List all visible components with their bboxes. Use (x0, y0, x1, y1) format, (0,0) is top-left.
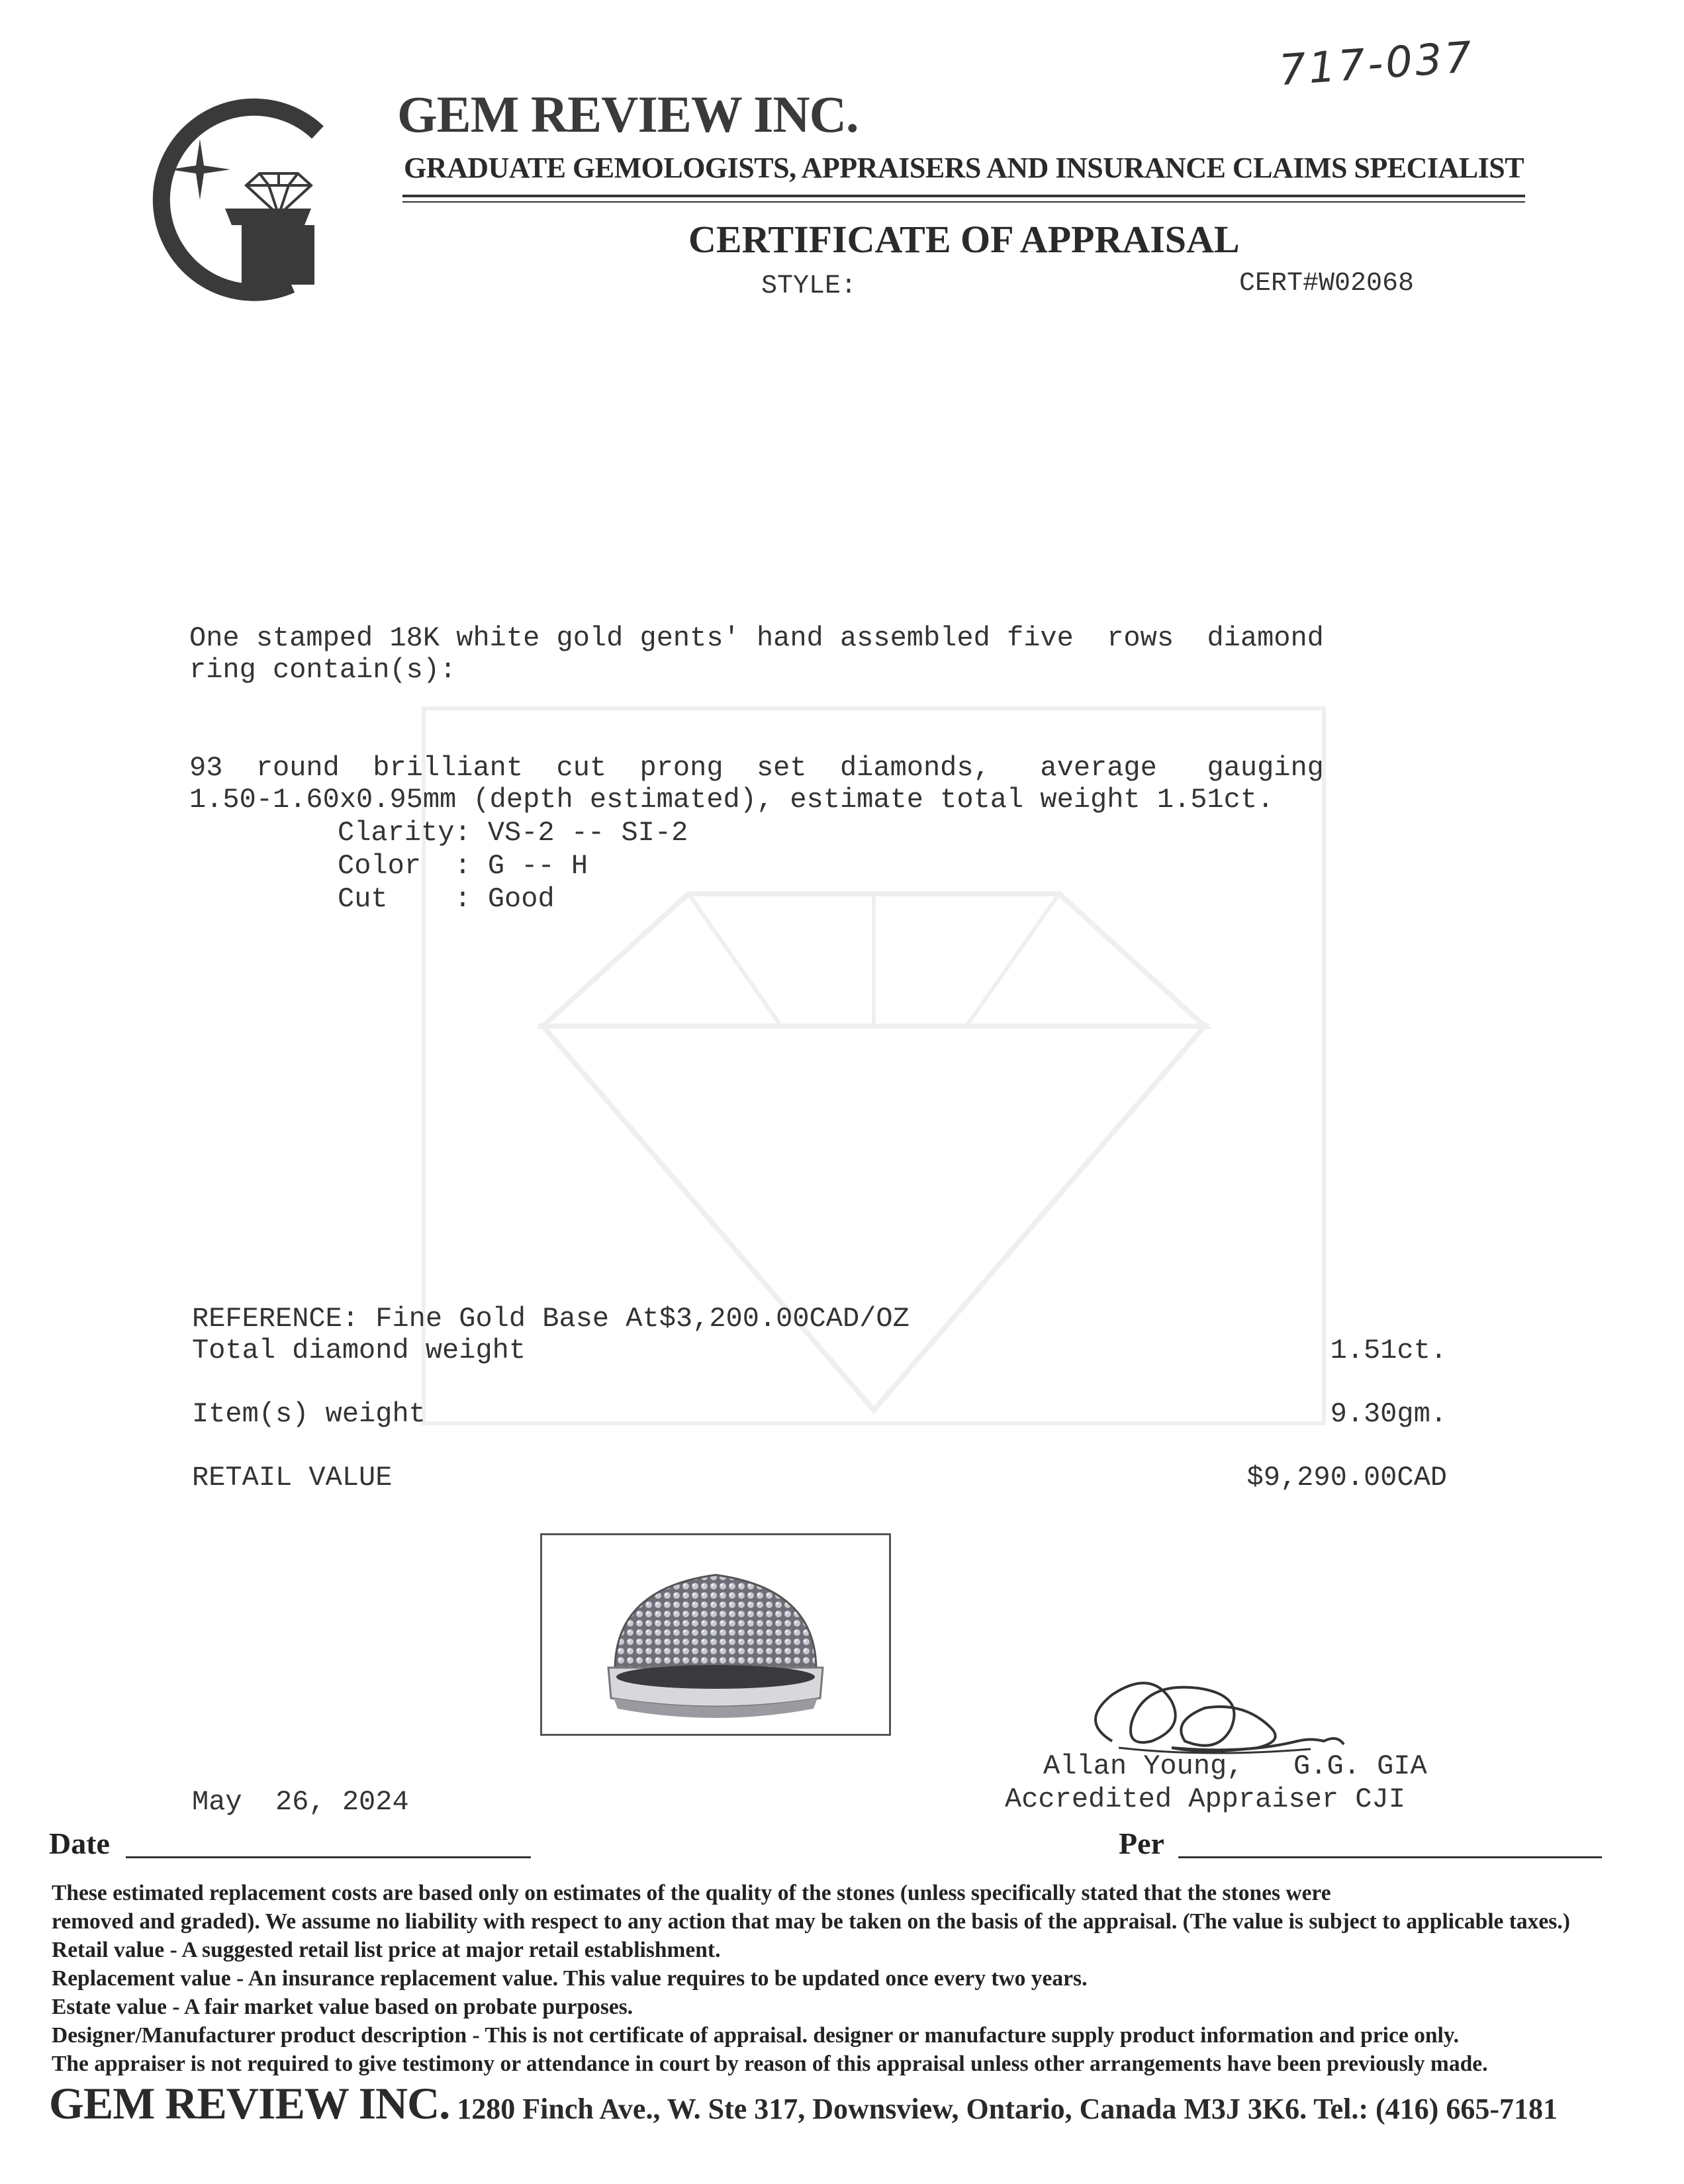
stone-description-line2: 1.50-1.60x0.95mm (depth estimated), estimate total weight 1.51ct. (189, 784, 1274, 816)
item-description-line2: ring contain(s): (189, 654, 457, 686)
footer-address: 1280 Finch Ave., W. Ste 317, Downsview, Ontario, Canada M3J 3K6. Tel.: (416) 665-7181 (449, 2093, 1558, 2125)
certificate-number: CERT#W02068 (1239, 269, 1415, 299)
item-weight-label: Item(s) weight (192, 1398, 426, 1430)
date-label: Date (49, 1827, 110, 1860)
certificate-title: CERTIFICATE OF APPRAISAL (688, 218, 1240, 261)
appraiser-title: Accredited Appraiser CJI (1005, 1783, 1405, 1815)
diamond-weight-value: 1.51ct. (1330, 1335, 1447, 1366)
per-label: Per (1119, 1827, 1164, 1860)
note-line: These estimated replacement costs are based only on estimates of the quality of the stones (unless specifically stated that the stones were (52, 1881, 1331, 1905)
diamond-weight-label: Total diamond weight (192, 1335, 526, 1366)
retail-value-amount: $9,290.00CAD (1246, 1462, 1447, 1494)
ring-icon (542, 1535, 889, 1734)
color-spec: Color : G -- H (338, 850, 588, 882)
gold-reference: REFERENCE: Fine Gold Base At$3,200.00CAD/OZ (192, 1303, 910, 1335)
note-line: Estate value - A fair market value based on probate purposes. (52, 1995, 633, 2019)
disclaimer-notes (52, 1879, 1654, 2078)
item-weight-value: 9.30gm. (1330, 1398, 1447, 1430)
stone-description-line1: 93 round brilliant cut prong set diamonds, average gauging (189, 752, 1324, 784)
signature-line (1178, 1856, 1602, 1858)
note-line: The appraiser is not required to give testimony or attendance in court by reason of this appraisal unless other arrangements have been previously made. (52, 2052, 1488, 2076)
gem-review-logo-icon (146, 93, 344, 305)
diamond-ring-photo (540, 1533, 891, 1736)
footer-company-name: GEM REVIEW INC. (49, 2078, 450, 2128)
item-description-line1: One stamped 18K white gold gents' hand assembled five rows diamond (189, 622, 1324, 654)
note-line: Replacement value - An insurance replacement value. This value requires to be updated once every two years. (52, 1966, 1088, 1991)
appraiser-name: Allan Young, G.G. GIA (1043, 1750, 1427, 1782)
footer (49, 2077, 1558, 2130)
handwritten-number: 717-037 (1277, 32, 1476, 96)
header-rule-thin (402, 201, 1525, 203)
style-label: STYLE: (761, 271, 857, 301)
header-rule (402, 195, 1525, 197)
note-line: Designer/Manufacturer product description - This is not certificate of appraisal. designer or manufacture supply product information and price only. (52, 2023, 1460, 2048)
note-line: Retail value - A suggested retail list price at major retail establishment. (52, 1938, 721, 1962)
cut-spec: Cut : Good (338, 883, 555, 915)
appraisal-date: May 26, 2024 (192, 1786, 409, 1818)
date-line (126, 1856, 531, 1858)
note-line: removed and graded). We assume no liability with respect to any action that may be taken on the basis of the appraisal. (The value is subject to applicable taxes.) (52, 1909, 1570, 1934)
company-tagline: GRADUATE GEMOLOGISTS, APPRAISERS AND INSURANCE CLAIMS SPECIALIST (404, 152, 1524, 184)
company-name: GEM REVIEW INC. (397, 85, 859, 143)
clarity-spec: Clarity: VS-2 -- SI-2 (338, 817, 688, 849)
retail-value-label: RETAIL VALUE (192, 1462, 393, 1494)
